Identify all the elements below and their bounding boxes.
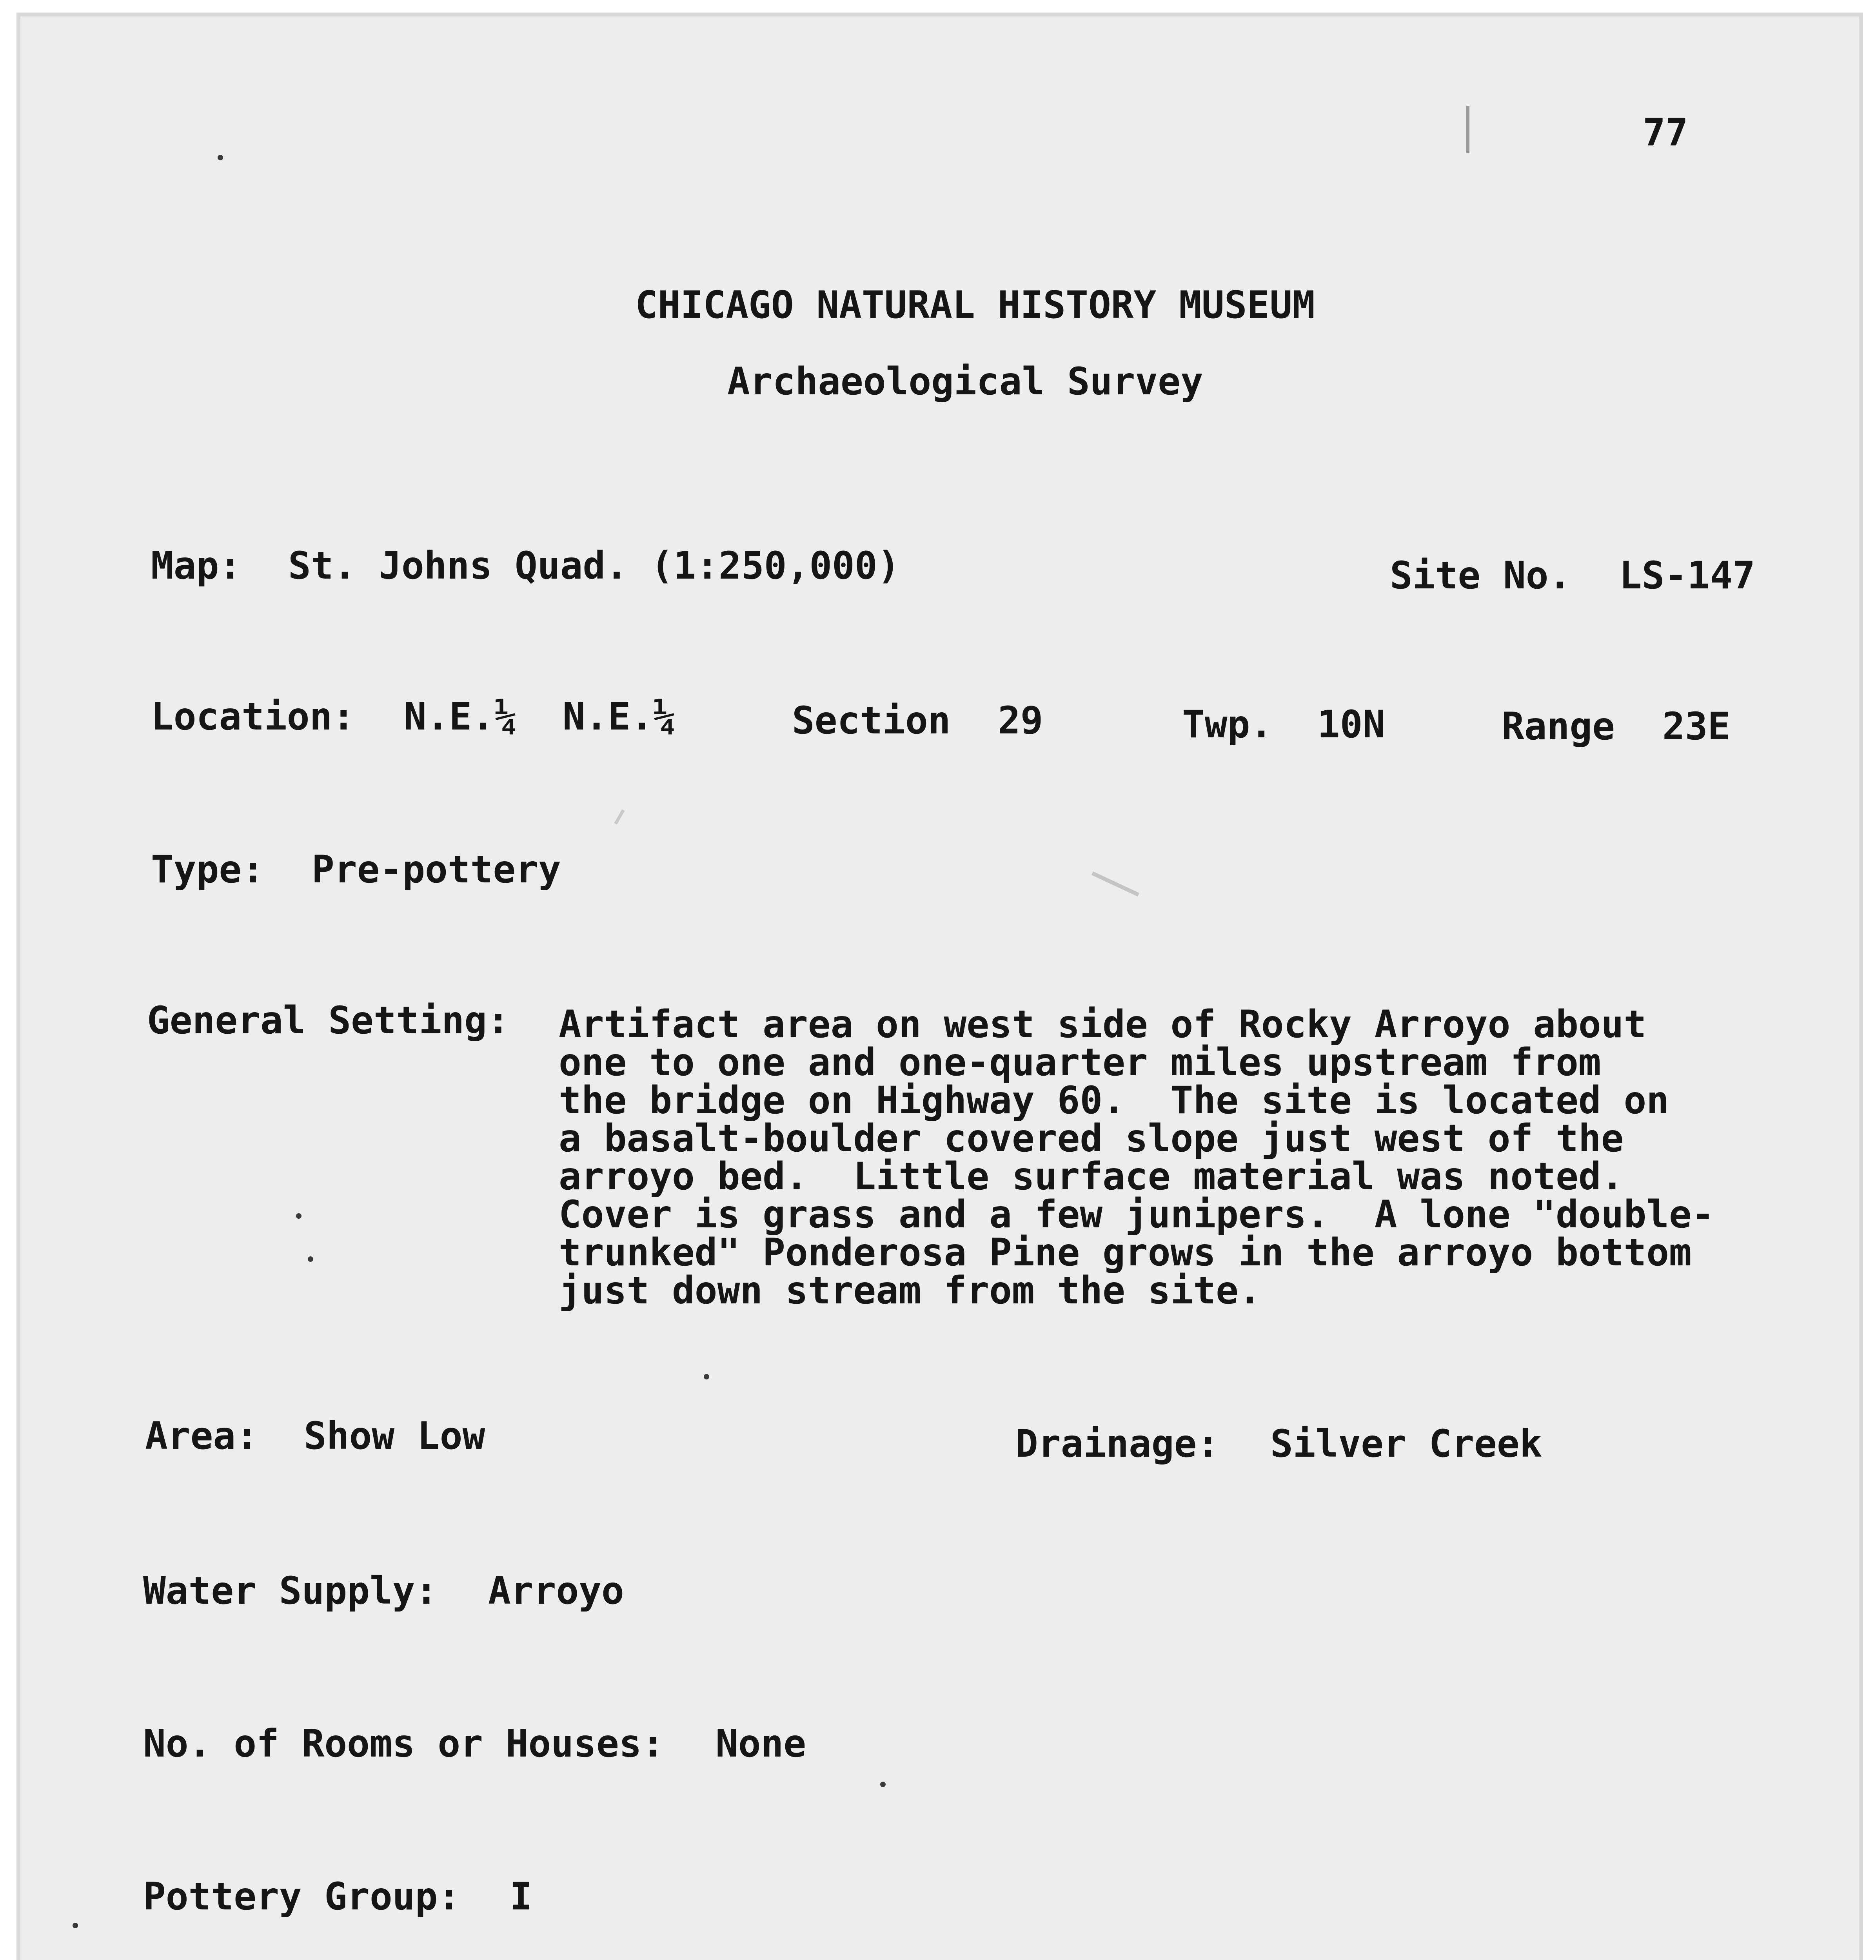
range-value: 23E xyxy=(1662,704,1731,748)
survey-subtitle: Archaeological Survey xyxy=(727,359,1203,403)
scan-speck xyxy=(704,1374,709,1379)
general-setting-text xyxy=(559,1002,1735,1312)
type-label: Type: xyxy=(151,848,264,891)
type-value: Pre-pottery xyxy=(312,848,561,891)
drainage-value: Silver Creek xyxy=(1270,1422,1542,1466)
general-setting-line: Artifact area on west side of Rocky Arroyo about xyxy=(559,1002,1647,1046)
site-number-label: Site No. xyxy=(1390,554,1571,597)
area-value: Show Low xyxy=(304,1414,485,1458)
location-quarter-1: N.E.¼ xyxy=(404,695,517,739)
scan-speck xyxy=(296,1213,301,1219)
map-label: Map: xyxy=(151,544,242,588)
general-setting-line: one to one and one-quarter miles upstream from xyxy=(559,1040,1601,1084)
area-label: Area: xyxy=(145,1414,258,1458)
location-label: Location: xyxy=(151,695,355,739)
location-quarter-2: N.E.¼ xyxy=(563,695,676,739)
pottery-group-value: I xyxy=(510,1875,532,1918)
pottery-group-label: Pottery Group: xyxy=(143,1875,461,1918)
general-setting-line: Cover is grass and a few junipers. A lone "double- xyxy=(559,1192,1714,1236)
site-number-value: LS-147 xyxy=(1619,554,1755,597)
general-setting-line: the bridge on Highway 60. The site is located on xyxy=(559,1078,1669,1122)
township-label: Twp. xyxy=(1182,702,1273,746)
general-setting-line: trunked" Ponderosa Pine grows in the arroyo bottom xyxy=(559,1230,1692,1274)
scan-speck xyxy=(880,1782,886,1787)
page-number: 77 xyxy=(1643,111,1688,154)
general-setting-line: just down stream from the site. xyxy=(559,1269,1261,1312)
scan-speck xyxy=(73,1923,78,1928)
scan-speck xyxy=(308,1256,313,1262)
institution-title: CHICAGO NATURAL HISTORY MUSEUM xyxy=(635,283,1315,327)
water-supply-value: Arroyo xyxy=(488,1569,624,1613)
scan-mark xyxy=(1466,106,1469,153)
general-setting-line: arroyo bed. Little surface material was noted. xyxy=(559,1154,1624,1198)
drainage-label: Drainage: xyxy=(1015,1422,1220,1466)
township-value: 10N xyxy=(1317,702,1386,746)
water-supply-label: Water Supply: xyxy=(143,1569,438,1613)
section-label: Section xyxy=(792,699,951,742)
range-label: Range xyxy=(1502,704,1615,748)
general-setting-label: General Setting: xyxy=(147,998,510,1042)
scan-speck xyxy=(218,155,223,160)
map-value: St. Johns Quad. (1:250,000) xyxy=(288,544,900,588)
general-setting-line: a basalt-boulder covered slope just west of the xyxy=(559,1116,1624,1160)
rooms-label: No. of Rooms or Houses: xyxy=(143,1722,665,1766)
section-value: 29 xyxy=(998,699,1043,742)
rooms-value: None xyxy=(716,1722,806,1766)
